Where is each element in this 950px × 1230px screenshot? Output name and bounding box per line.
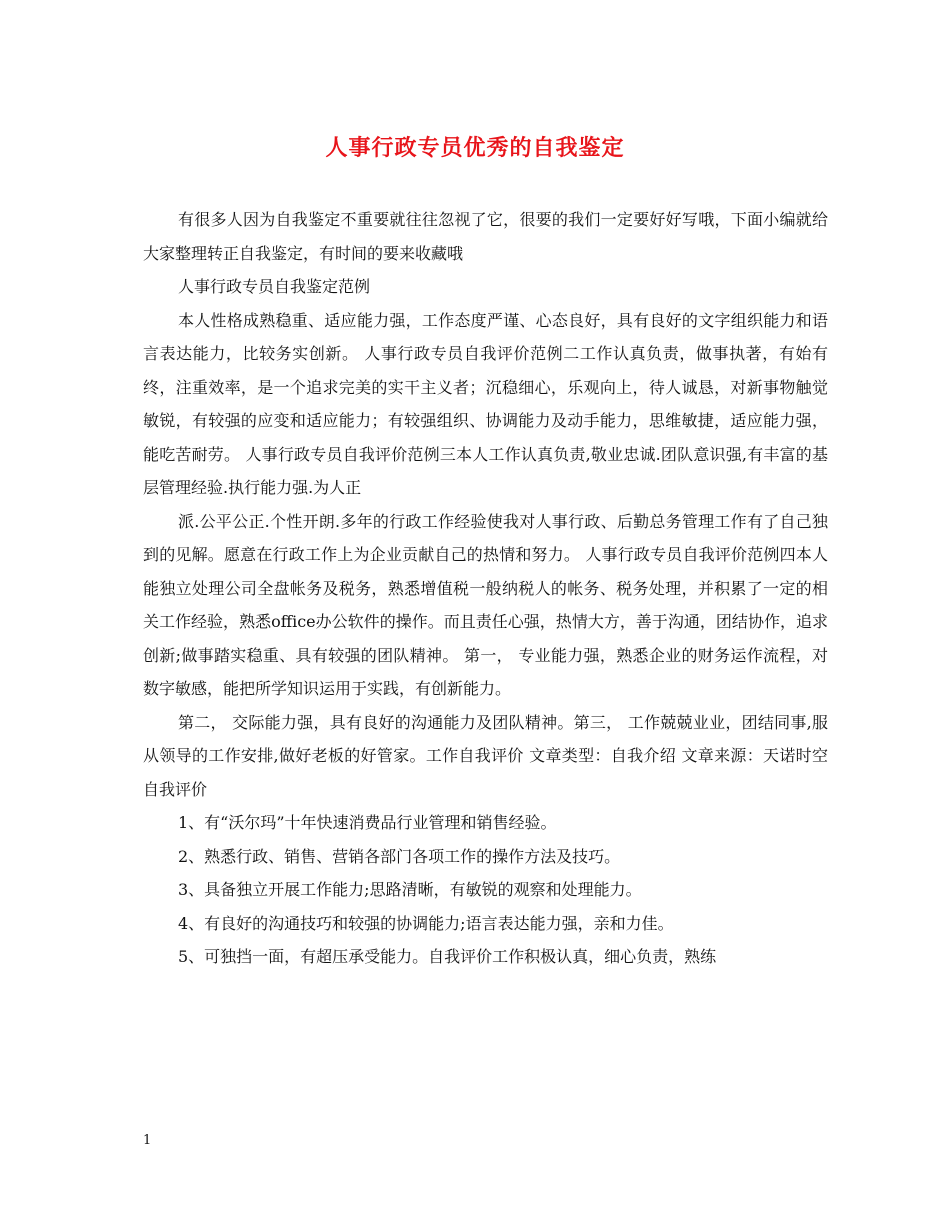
paragraph-example-continued: 派.公平公正.个性开朗.多年的行政工作经验使我对人事行政、后勤总务管理工作有了自己独到的见解。愿意在行政工作上为企业贡献自己的热情和努力。 人事行政专员自我评价范例四本人能独立处理公司全盘帐务及税务，熟悉增值税一般纳税人的帐务、税务处理，并积累了一定的相关工作经验，熟悉office办公软件的操作。而且责任心强，热情大方，善于沟通，团结协作，追求创新;做事踏实稳重、具有较强的团队精神。 第一， 专业能力强，熟悉企业的财务运作流程，对数字敏感，能把所学知识运用于实践，有创新能力。	[143, 511, 828, 698]
paragraph-section-heading: 人事行政专员自我鉴定范例	[178, 277, 371, 296]
list-item-4: 4、有良好的沟通技巧和较强的协调能力;语言表达能力强，亲和力佳。	[178, 913, 674, 933]
list-item-2: 2、熟悉行政、销售、营销各部门各项工作的操作方法及技巧。	[178, 846, 621, 866]
paragraph-intro: 有很多人因为自我鉴定不重要就往往忽视了它，很要的我们一定要好好写哦，下面小编就给大家整理转正自我鉴定，有时间的要来收藏哦	[143, 210, 828, 263]
list-item-5: 5、可独挡一面，有超压承受能力。自我评价工作积极认真，细心负责，熟练	[178, 947, 717, 966]
list-item-1: 1、有“沃尔玛”十年快速消费品行业管理和销售经验。	[178, 813, 557, 832]
document-body	[143, 203, 828, 974]
document-title: 人事行政专员优秀的自我鉴定	[325, 135, 625, 161]
paragraph-second-third: 第二， 交际能力强，具有良好的沟通能力及团队精神。第三， 工作兢兢业业，团结同事,服从领导的工作安排,做好老板的好管家。工作自我评价 文章类型：自我介绍 文章来源：天诺时空 自我评价	[143, 712, 828, 799]
page-number: 1	[143, 1133, 152, 1148]
list-item-3: 3、具备独立开展工作能力;思路清晰，有敏锐的观察和处理能力。	[178, 880, 642, 899]
paragraph-example-one: 本人性格成熟稳重、适应能力强，工作态度严谨、心态良好，具有良好的文字组织能力和语言表达能力，比较务实创新。 人事行政专员自我评价范例二工作认真负责，做事执著，有始有终，注重效率，是一个追求完美的实干主义者；沉稳细心，乐观向上，待人诚恳，对新事物触觉敏锐，有较强的应变和适应能力；有较强组织、协调能力及动手能力，思维敏捷，适应能力强，能吃苦耐劳。 人事行政专员自我评价范例三本人工作认真负责,敬业忠诚.团队意识强,有丰富的基层管理经验.执行能力强.为人正	[143, 310, 828, 497]
